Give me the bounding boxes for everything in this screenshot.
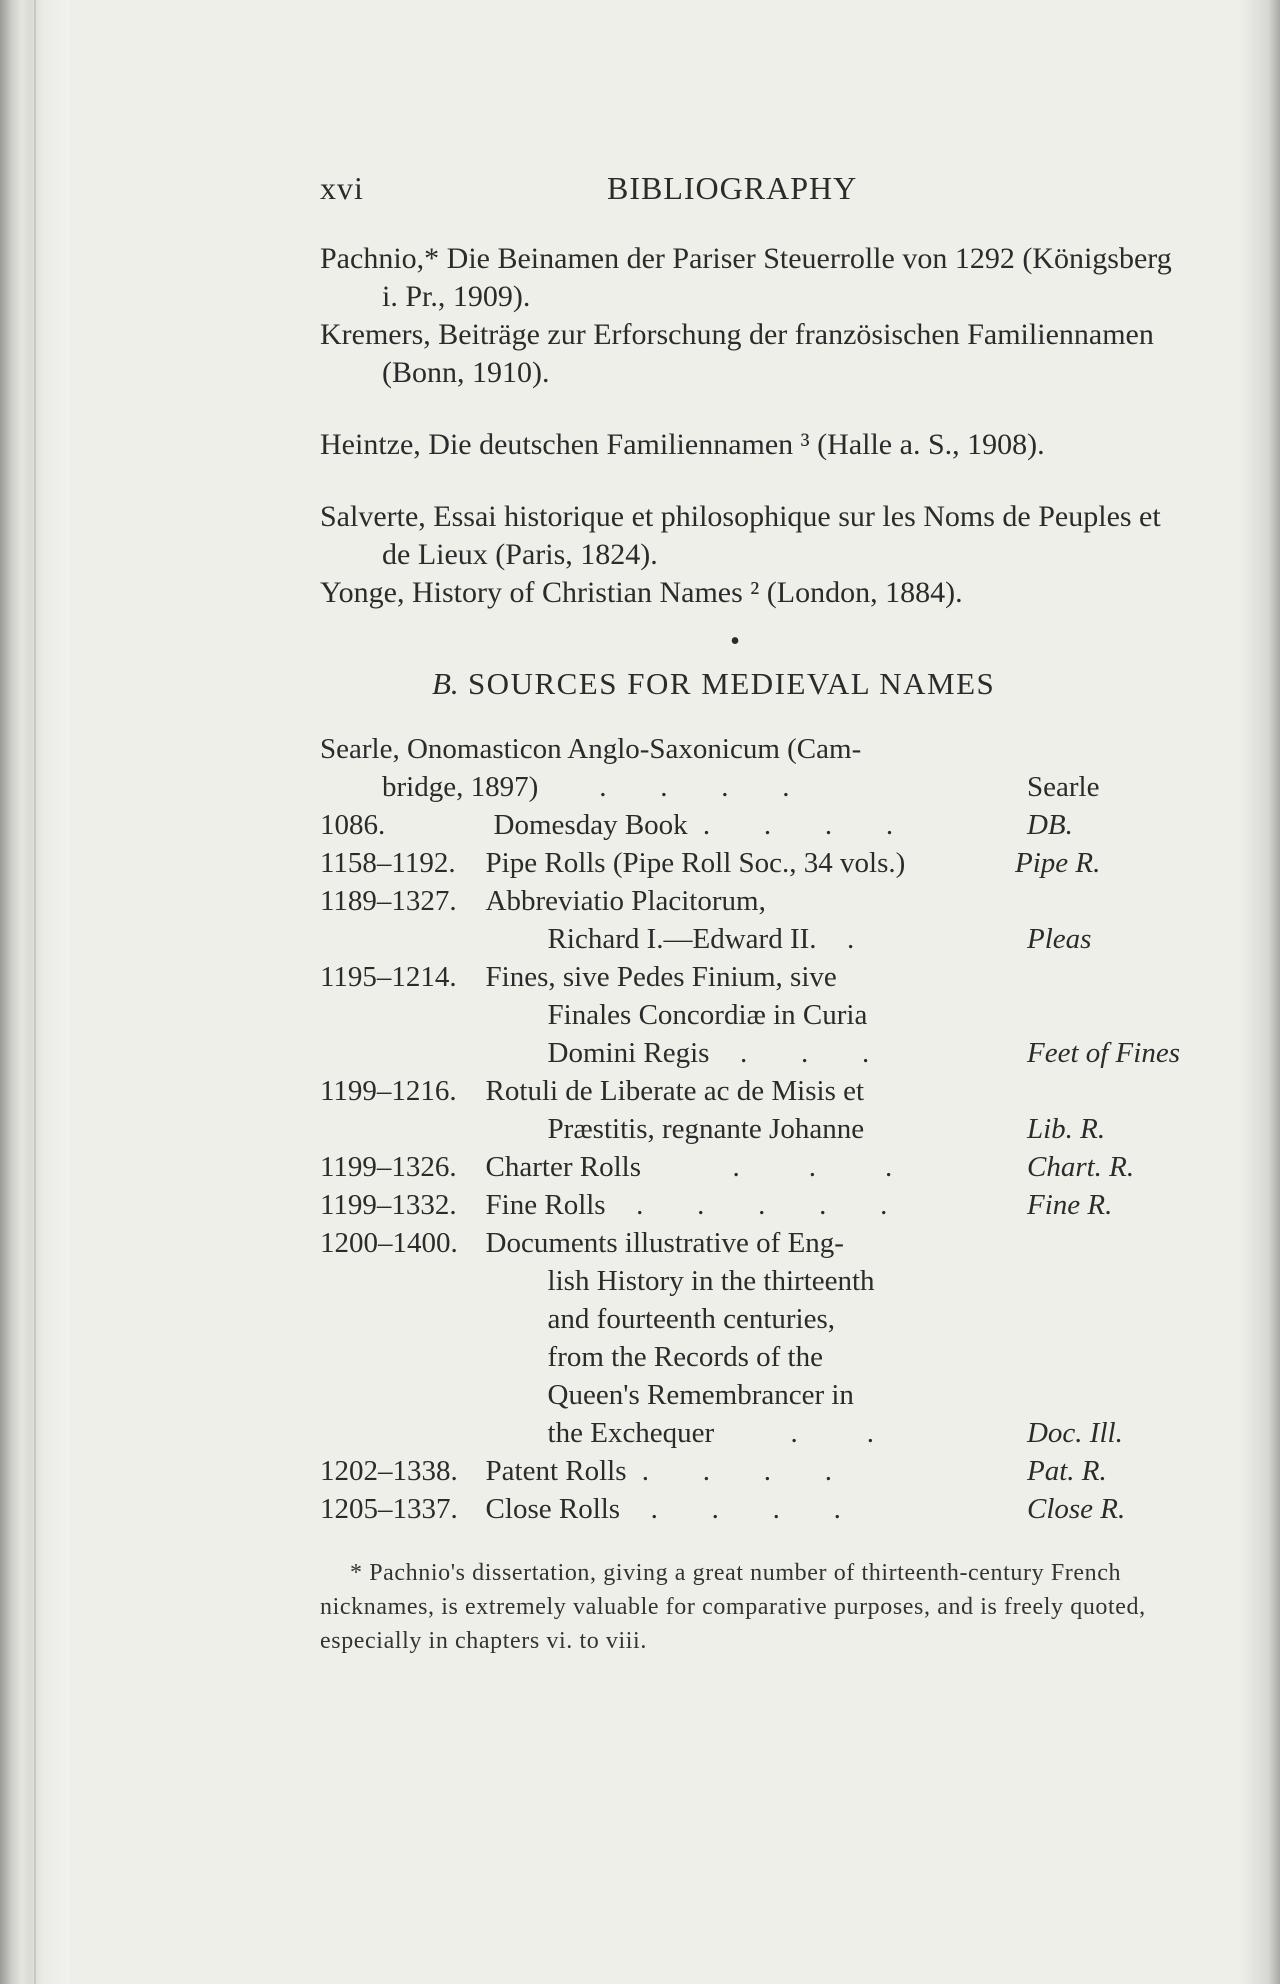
table-row (320, 1186, 1180, 1224)
source-date: 1199–1326. (320, 1151, 457, 1183)
running-title: BIBLIOGRAPHY (607, 170, 858, 206)
source-date: 1086. (320, 809, 386, 841)
source-date: 1158–1192. (320, 847, 456, 879)
source-title: Rotuli de Liberate ac de Misis et (485, 1075, 865, 1107)
source-date: 1199–1332. (320, 1189, 457, 1221)
source-date: 1200–1400. (320, 1227, 458, 1259)
source-abbr: Close R. (1026, 1493, 1126, 1525)
leader-dots: . (816, 923, 863, 955)
source-abbr: DB. (1026, 809, 1073, 841)
page-number: xvi (320, 170, 364, 206)
source-title: Domini Regis (547, 1037, 710, 1069)
source-title: the Exchequer (547, 1417, 715, 1449)
table-row (320, 1490, 1180, 1528)
source-date: 1202–1338. (320, 1455, 458, 1487)
source-title: Præstitis, regnante Johanne (547, 1113, 865, 1145)
source-abbr: Pleas (1026, 923, 1092, 955)
leader-dots: . . . . (687, 809, 902, 841)
bib-entry-pachnio: Pachnio,* Die Beinamen der Pariser Steuerrolle von 1292 (Königsberg i. Pr., 1909). (320, 242, 1172, 313)
section-heading (432, 666, 1180, 702)
source-title: Documents illustrative of Eng- (485, 1227, 844, 1259)
source-title: Richard I.—Edward II. (547, 923, 817, 955)
bib-entry-yonge: Yonge, History of Christian Names ² (London, 1884). (320, 576, 963, 609)
source-date: 1189–1327. (320, 885, 457, 917)
source-title: and fourteenth centuries, (547, 1303, 836, 1335)
table-row (320, 730, 1180, 768)
table-row (320, 1452, 1180, 1490)
table-row (320, 1300, 1180, 1338)
sources-table (320, 730, 1180, 1528)
source-title: Abbreviatio Placitorum, (485, 885, 766, 917)
leader-dots: . . . (641, 1151, 901, 1183)
book-page (320, 170, 1180, 1658)
source-title: Fines, sive Pedes Finium, sive (485, 961, 837, 993)
source-title: Fine Rolls (485, 1189, 606, 1221)
table-row (320, 1338, 1180, 1376)
section-letter: B. (432, 666, 459, 701)
page-shadow (1240, 0, 1280, 1984)
source-abbr: Lib. R. (1026, 1113, 1106, 1145)
table-row (320, 882, 1180, 920)
source-title: lish History in the thirteenth (547, 1265, 875, 1297)
leader-dots: . . . (709, 1037, 878, 1069)
footnote: * Pachnio's dissertation, giving a great number of thirteenth-century French nicknames, is extremely valuable for comparative purposes, and is freely quoted, especially in chapters vi. to viii. (320, 1560, 1146, 1654)
table-row (320, 1072, 1180, 1110)
table-row (320, 920, 1180, 958)
table-row (320, 1034, 1180, 1072)
ornament-dot: • (730, 626, 740, 657)
bib-entry-heintze: Heintze, Die deutschen Familiennamen ³ (Halle a. S., 1908). (320, 428, 1045, 461)
source-title: from the Records of the (547, 1341, 823, 1373)
source-abbr: Chart. R. (1026, 1151, 1135, 1183)
table-row (320, 1376, 1180, 1414)
running-header (320, 170, 1180, 220)
table-row (320, 1224, 1180, 1262)
table-row (320, 1414, 1180, 1452)
source-abbr: Pat. R. (1026, 1455, 1107, 1487)
bib-entry-kremers: Kremers, Beiträge zur Erforschung der französischen Familiennamen (Bonn, 1910). (320, 318, 1154, 389)
table-row (320, 996, 1180, 1034)
source-title: Patent Rolls (485, 1455, 627, 1487)
source-abbr: Doc. Ill. (1026, 1417, 1123, 1449)
leader-dots: . . . . . (605, 1189, 896, 1221)
table-row (320, 1148, 1180, 1186)
source-date: 1195–1214. (320, 961, 457, 993)
source-title: Close Rolls (485, 1493, 621, 1525)
leader-dots: . . (714, 1417, 882, 1449)
table-row (320, 844, 1180, 882)
source-date: 1205–1337. (320, 1493, 458, 1525)
bib-entry-salverte: Salverte, Essai historique et philosophique sur les Noms de Peuples et de Lieux (Paris, 1824). (320, 500, 1161, 571)
table-row (320, 1110, 1180, 1148)
source-title: Searle, Onomasticon Anglo-Saxonicum (Cam- (320, 733, 862, 765)
source-title: Pipe Rolls (Pipe Roll Soc., 34 vols.) (485, 847, 906, 879)
source-title: Charter Rolls (485, 1151, 641, 1183)
source-title: Finales Concordiæ in Curia (547, 999, 868, 1031)
table-row (320, 958, 1180, 996)
source-date: 1199–1216. (320, 1075, 457, 1107)
source-title: Queen's Remembrancer in (547, 1379, 854, 1411)
book-page-edges (0, 0, 70, 1984)
leader-dots: . . . . (538, 771, 798, 803)
source-abbr: Searle (1026, 771, 1100, 803)
source-abbr: Fine R. (1026, 1189, 1113, 1221)
source-title: bridge, 1897) (382, 771, 539, 803)
table-row (320, 806, 1180, 844)
source-abbr: Feet of Fines (1026, 1037, 1180, 1069)
leader-dots: . . . . (626, 1455, 841, 1487)
leader-dots: . . . . (620, 1493, 849, 1525)
source-abbr: Pipe R. (1014, 847, 1101, 879)
table-row (320, 1262, 1180, 1300)
source-title: Domesday Book (493, 809, 688, 841)
section-title: SOURCES FOR MEDIEVAL NAMES (467, 666, 996, 701)
table-row (320, 768, 1180, 806)
